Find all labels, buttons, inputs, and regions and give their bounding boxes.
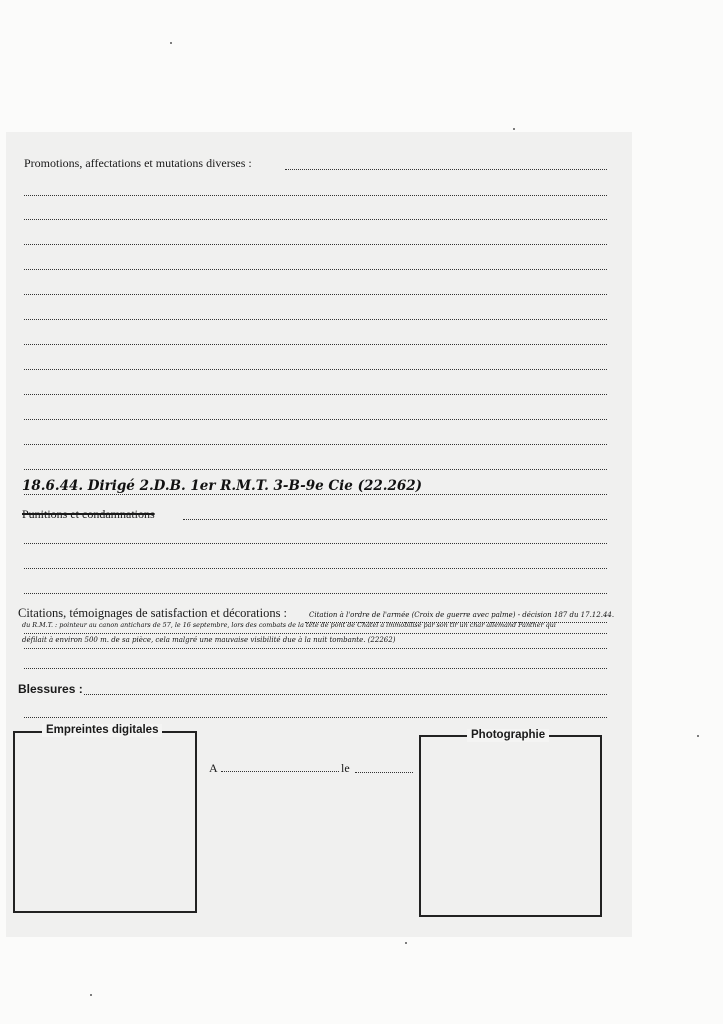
scan-speck [405,942,407,944]
ruled-line [24,469,607,470]
ruled-line [24,494,607,495]
scan-speck [513,128,515,130]
citations-label: Citations, témoignages de satisfaction et décorations : [18,606,288,620]
blessures-label: Blessures : [18,682,83,696]
ruled-line [24,294,607,295]
ruled-line [24,344,607,345]
ruled-line [24,319,607,320]
signature-place-line [221,771,339,772]
ruled-line [24,633,607,634]
signature-date-line [355,772,413,773]
ruled-line [24,668,607,669]
photo-title: Photographie [467,729,549,742]
ruled-line [24,593,607,594]
fingerprints-box [13,731,197,913]
scan-speck [90,994,92,996]
photo-box [419,735,602,917]
signature-place-prefix: A [209,761,218,775]
ruled-line [24,568,607,569]
signature-date-prefix: le [341,761,350,775]
promotions-label: Promotions, affectations et mutations diverses : [24,156,252,170]
ruled-line [24,419,607,420]
promotions-fill-line [285,169,607,170]
ruled-line [24,394,607,395]
ruled-line [24,269,607,270]
ruled-line [24,195,607,196]
blessures-fill-line [84,694,607,695]
citations-handwritten-line2: du R.M.T. : pointeur au canon antichars de 57, le 16 septembre, lors des combats de la tête de pont de Châtel a immobilisé par son tir un char allemand Panther qui [22,621,556,629]
punitions-label: Punitions et condamnations [22,507,155,521]
ruled-line [24,369,607,370]
ruled-line [24,244,607,245]
punitions-fill-line [183,519,607,520]
ruled-line [24,648,607,649]
citations-handwritten-line3: défilait à environ 500 m. de sa pièce, cela malgré une mauvaise visibilité due à la nuit tombante. (22262) [22,636,396,644]
ruled-line [24,219,607,220]
ruled-line [24,444,607,445]
ruled-line [24,717,607,718]
ruled-line [24,543,607,544]
scan-speck [697,735,699,737]
scan-speck [170,42,172,44]
promotions-handwritten-entry: 18.6.44. Dirigé 2.D.B. 1er R.M.T. 3-B-9e Cie (22.262) [22,478,423,494]
fingerprints-title: Empreintes digitales [42,724,162,737]
citations-handwritten-line1: Citation à l'ordre de l'armée (Croix de guerre avec palme) - décision 187 du 17.12.44. [309,611,615,619]
